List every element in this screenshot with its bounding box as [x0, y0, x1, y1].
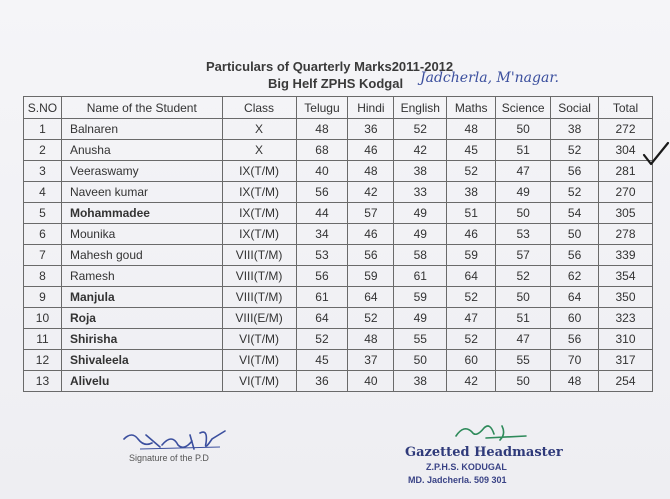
table-cell: 64 — [551, 287, 599, 308]
table-cell: 70 — [551, 350, 599, 371]
table-cell: X — [222, 140, 296, 161]
table-cell: 38 — [394, 161, 447, 182]
table-cell: 46 — [348, 140, 394, 161]
handwritten-note: Jadcherla, M'nagar. — [420, 70, 559, 86]
table-cell: 40 — [348, 371, 394, 392]
table-cell: 56 — [348, 245, 394, 266]
table-cell: 49 — [394, 224, 447, 245]
table-cell: IX(T/M) — [222, 203, 296, 224]
student-name-cell: Balnaren — [61, 119, 222, 140]
table-cell: 51 — [496, 308, 551, 329]
table-cell: VI(T/M) — [222, 350, 296, 371]
stamp-headmaster: Gazetted Headmaster — [405, 445, 563, 460]
table-cell: VIII(T/M) — [222, 266, 296, 287]
table-cell: 350 — [599, 287, 653, 308]
table-cell: 56 — [296, 266, 348, 287]
table-cell: 6 — [24, 224, 62, 245]
table-cell: 50 — [496, 203, 551, 224]
table-cell: 49 — [496, 182, 551, 203]
table-cell: 13 — [24, 371, 62, 392]
table-cell: 51 — [447, 203, 496, 224]
column-header: Social — [551, 97, 599, 119]
table-cell: 68 — [296, 140, 348, 161]
column-header: Class — [222, 97, 296, 119]
table-row — [24, 224, 653, 245]
table-cell: 278 — [599, 224, 653, 245]
table-cell: 52 — [394, 119, 447, 140]
column-header: Telugu — [296, 97, 348, 119]
table-cell: 49 — [394, 203, 447, 224]
check-mark-icon — [641, 140, 670, 168]
table-cell: IX(T/M) — [222, 182, 296, 203]
table-cell: 50 — [551, 224, 599, 245]
stamp-school: Z.P.H.S. KODUGAL — [426, 462, 507, 472]
table-cell: 323 — [599, 308, 653, 329]
table-cell: 50 — [394, 350, 447, 371]
table-cell: 37 — [348, 350, 394, 371]
student-name-cell: Alivelu — [61, 371, 222, 392]
table-cell: 62 — [551, 266, 599, 287]
table-cell: 48 — [348, 161, 394, 182]
table-cell: 52 — [447, 287, 496, 308]
table-cell: 59 — [348, 266, 394, 287]
student-name-cell: Ramesh — [61, 266, 222, 287]
table-cell: 339 — [599, 245, 653, 266]
student-name-cell: Roja — [61, 308, 222, 329]
table-cell: 61 — [394, 266, 447, 287]
table-row — [24, 287, 653, 308]
table-cell: 354 — [599, 266, 653, 287]
headmaster-signature-icon — [446, 420, 536, 446]
table-cell: 52 — [551, 182, 599, 203]
student-name-cell: Mounika — [61, 224, 222, 245]
table-cell: 52 — [496, 266, 551, 287]
table-cell: 52 — [296, 329, 348, 350]
table-cell: 53 — [296, 245, 348, 266]
student-name-cell: Manjula — [61, 287, 222, 308]
table-cell: IX(T/M) — [222, 161, 296, 182]
student-name-cell: Anusha — [61, 140, 222, 161]
table-cell: 9 — [24, 287, 62, 308]
table-cell: 50 — [496, 287, 551, 308]
table-cell: 45 — [296, 350, 348, 371]
table-cell: 59 — [447, 245, 496, 266]
pd-signature-icon — [120, 425, 230, 455]
table-row — [24, 329, 653, 350]
table-cell: VIII(E/M) — [222, 308, 296, 329]
table-row — [24, 182, 653, 203]
student-name-cell: Veeraswamy — [61, 161, 222, 182]
table-cell: 34 — [296, 224, 348, 245]
table-cell: 60 — [447, 350, 496, 371]
table-cell: 46 — [348, 224, 394, 245]
table-cell: IX(T/M) — [222, 224, 296, 245]
table-cell: 8 — [24, 266, 62, 287]
table-cell: VI(T/M) — [222, 329, 296, 350]
table-cell: 304 — [599, 140, 653, 161]
table-cell: 56 — [551, 161, 599, 182]
table-row — [24, 371, 653, 392]
table-cell: 54 — [551, 203, 599, 224]
student-name-cell: Naveen kumar — [61, 182, 222, 203]
table-cell: 254 — [599, 371, 653, 392]
table-header-row — [24, 97, 653, 119]
table-cell: 7 — [24, 245, 62, 266]
table-cell: 47 — [447, 308, 496, 329]
table-cell: 305 — [599, 203, 653, 224]
table-cell: 55 — [394, 329, 447, 350]
table-cell: 42 — [447, 371, 496, 392]
table-row — [24, 119, 653, 140]
table-cell: 281 — [599, 161, 653, 182]
table-row — [24, 140, 653, 161]
table-cell: 317 — [599, 350, 653, 371]
table-cell: 38 — [447, 182, 496, 203]
table-cell: 49 — [394, 308, 447, 329]
column-header: Hindi — [348, 97, 394, 119]
column-header: Total — [599, 97, 653, 119]
table-row — [24, 308, 653, 329]
table-cell: 38 — [551, 119, 599, 140]
table-cell: 58 — [394, 245, 447, 266]
table-cell: 44 — [296, 203, 348, 224]
table-cell: 52 — [551, 140, 599, 161]
table-cell: 38 — [394, 371, 447, 392]
table-cell: 64 — [447, 266, 496, 287]
table-cell: 51 — [496, 140, 551, 161]
table-cell: 36 — [348, 119, 394, 140]
student-name-cell: Shirisha — [61, 329, 222, 350]
table-cell: 5 — [24, 203, 62, 224]
table-cell: 272 — [599, 119, 653, 140]
table-cell: 42 — [348, 182, 394, 203]
student-name-cell: Mahesh goud — [61, 245, 222, 266]
student-name-cell: Shivaleela — [61, 350, 222, 371]
document-title: Particulars of Quarterly Marks2011-2012 — [206, 59, 454, 74]
school-name: Big Helf ZPHS Kodgal — [268, 76, 404, 91]
table-row — [24, 350, 653, 371]
table-cell: 56 — [551, 329, 599, 350]
table-cell: 48 — [296, 119, 348, 140]
table-cell: 48 — [551, 371, 599, 392]
table-cell: X — [222, 119, 296, 140]
table-cell: 45 — [447, 140, 496, 161]
table-cell: 52 — [447, 161, 496, 182]
stamp-address: MD. Jadcherla. 509 301 — [408, 475, 507, 485]
table-cell: VIII(T/M) — [222, 245, 296, 266]
table-cell: 46 — [447, 224, 496, 245]
table-cell: 2 — [24, 140, 62, 161]
column-header: English — [394, 97, 447, 119]
table-row — [24, 203, 653, 224]
table-cell: 57 — [496, 245, 551, 266]
table-cell: 10 — [24, 308, 62, 329]
table-cell: 50 — [496, 371, 551, 392]
table-cell: 42 — [394, 140, 447, 161]
marks-table — [23, 96, 653, 392]
table-cell: 59 — [394, 287, 447, 308]
table-cell: 33 — [394, 182, 447, 203]
table-cell: 52 — [447, 329, 496, 350]
student-name-cell: Mohammadee — [61, 203, 222, 224]
column-header: Science — [496, 97, 551, 119]
table-cell: 1 — [24, 119, 62, 140]
table-cell: 56 — [551, 245, 599, 266]
table-cell: 36 — [296, 371, 348, 392]
table-cell: 56 — [296, 182, 348, 203]
table-cell: 52 — [348, 308, 394, 329]
table-row — [24, 245, 653, 266]
column-header: S.NO — [24, 97, 62, 119]
table-cell: 12 — [24, 350, 62, 371]
table-cell: VIII(T/M) — [222, 287, 296, 308]
table-cell: 61 — [296, 287, 348, 308]
table-cell: 60 — [551, 308, 599, 329]
table-cell: 3 — [24, 161, 62, 182]
table-cell: 64 — [348, 287, 394, 308]
table-cell: 57 — [348, 203, 394, 224]
table-cell: 11 — [24, 329, 62, 350]
table-cell: 50 — [496, 119, 551, 140]
table-cell: 40 — [296, 161, 348, 182]
table-row — [24, 161, 653, 182]
column-header: Maths — [447, 97, 496, 119]
column-header: Name of the Student — [61, 97, 222, 119]
pd-signature-label: Signature of the P.D — [129, 453, 209, 463]
table-cell: 48 — [348, 329, 394, 350]
table-cell: 64 — [296, 308, 348, 329]
table-cell: VI(T/M) — [222, 371, 296, 392]
table-cell: 47 — [496, 329, 551, 350]
table-cell: 4 — [24, 182, 62, 203]
table-cell: 310 — [599, 329, 653, 350]
table-cell: 48 — [447, 119, 496, 140]
table-cell: 47 — [496, 161, 551, 182]
table-cell: 53 — [496, 224, 551, 245]
table-cell: 55 — [496, 350, 551, 371]
table-row — [24, 266, 653, 287]
table-cell: 270 — [599, 182, 653, 203]
